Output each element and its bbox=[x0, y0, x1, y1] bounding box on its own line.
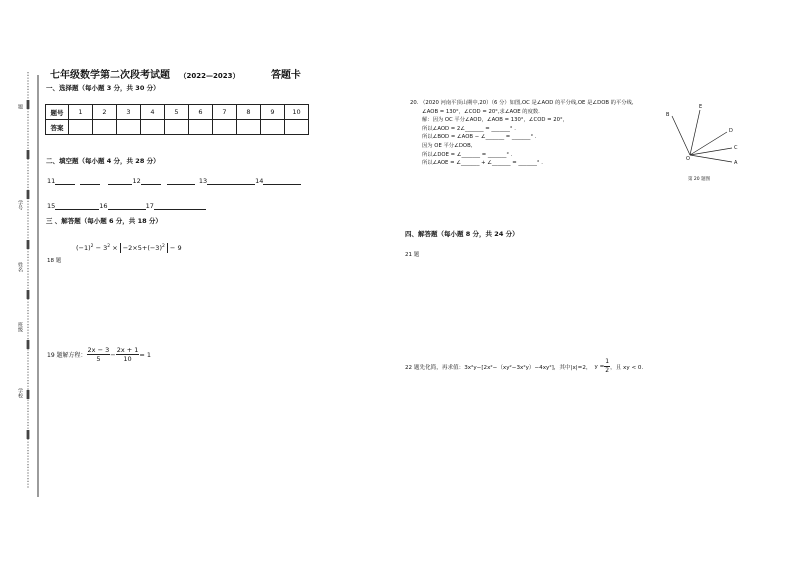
point-label-c: C bbox=[734, 145, 738, 151]
title-text: 七年级数学第二次段考试题 bbox=[50, 70, 170, 81]
answer-grid-num: 6 bbox=[189, 105, 213, 120]
blank-line[interactable] bbox=[167, 177, 195, 185]
title-card: 答题卡 bbox=[270, 70, 301, 81]
blank-line[interactable] bbox=[207, 177, 255, 185]
answer-cell[interactable] bbox=[165, 120, 189, 135]
section1-heading: 一、选择题（每小题 3 分，共 30 分） bbox=[46, 84, 160, 92]
answer-cell[interactable] bbox=[285, 120, 309, 135]
blank-line[interactable] bbox=[108, 177, 132, 185]
point-label-e: E bbox=[699, 104, 703, 110]
answer-grid-num: 1 bbox=[69, 105, 93, 120]
answer-cell[interactable] bbox=[93, 120, 117, 135]
q19-num1: 2x − 3 bbox=[87, 346, 110, 354]
section2-heading: 二、填空题（每小题 4 分，共 28 分） bbox=[46, 157, 160, 165]
binding-label-ti: 题 bbox=[17, 104, 23, 109]
section3-heading: 三 、解答题（每小题 6 分，共 18 分） bbox=[46, 217, 162, 225]
q19-fraction-2 bbox=[116, 346, 140, 363]
ray-oe bbox=[690, 110, 700, 155]
q19-label: 19 题解方程： bbox=[47, 352, 87, 359]
ray-ob bbox=[672, 116, 690, 155]
q22-y-eq: y = bbox=[594, 363, 605, 370]
point-label-d: D bbox=[729, 128, 733, 134]
q18-sup-d: 2 bbox=[161, 244, 165, 249]
section4-heading: 四、解答题（每小题 8 分，共 24 分） bbox=[405, 230, 519, 238]
answer-cell[interactable] bbox=[213, 120, 237, 135]
answer-cell[interactable] bbox=[117, 120, 141, 135]
q18-part-e: − 9 bbox=[167, 244, 182, 253]
blank-line[interactable] bbox=[141, 177, 161, 185]
blank-line[interactable] bbox=[55, 177, 75, 185]
blank-line[interactable] bbox=[108, 202, 146, 210]
ray-od bbox=[690, 132, 727, 155]
blank-line[interactable] bbox=[55, 202, 99, 210]
answer-grid-header-num: 题号 bbox=[46, 105, 69, 120]
q20-line: 解：因为 OC 平分∠AOD，∠AOB = 130°，∠COD = 20°， bbox=[422, 117, 568, 124]
q22-question bbox=[405, 358, 643, 375]
answer-grid-num: 4 bbox=[141, 105, 165, 120]
q20-block bbox=[410, 99, 634, 168]
blank-label: 16 bbox=[99, 202, 108, 210]
blank-label: 11 bbox=[47, 177, 56, 185]
blank-label: 14 bbox=[255, 177, 264, 185]
binding-label-student-id: 学号 bbox=[17, 200, 23, 210]
q22-text-a: 22 题先化简，再求值：3x²y−[2x²−（xy²−3x²y）−4xy²]，其中|x|=2， bbox=[405, 364, 592, 371]
answer-grid-num: 9 bbox=[261, 105, 285, 120]
blank-line[interactable] bbox=[263, 177, 301, 185]
q20-line: 所以∠AOD = 2∠_______ = _______° . bbox=[422, 125, 516, 132]
q18-part-d: −2×5+(−3) bbox=[122, 244, 162, 253]
q18-sup-a: 2 bbox=[90, 244, 94, 249]
answer-grid-num: 2 bbox=[93, 105, 117, 120]
q19-num2: 2x + 1 bbox=[116, 346, 139, 354]
q20-line: 所以∠DOE = ∠_______ = _______° . bbox=[422, 151, 513, 158]
q18-label: 18 题 bbox=[47, 258, 62, 264]
blank-label: 12 bbox=[132, 177, 141, 185]
blank-line[interactable] bbox=[80, 177, 100, 185]
q22-text-b: ，且 xy < 0. bbox=[610, 364, 644, 371]
answer-grid-header-ans: 答案 bbox=[46, 120, 69, 135]
fill-blank-row-1 bbox=[47, 177, 301, 185]
point-label-o: O bbox=[686, 156, 690, 162]
answer-cell[interactable] bbox=[261, 120, 285, 135]
answer-grid-answer-row bbox=[46, 120, 309, 135]
binding-label-class: 班级 bbox=[17, 322, 23, 332]
answer-grid-num: 7 bbox=[213, 105, 237, 120]
q18-sup-b: 2 bbox=[107, 244, 111, 249]
blank-label: 17 bbox=[145, 202, 154, 210]
q18-part-b: − 3 bbox=[93, 244, 108, 253]
q20-line: 因为 OE 平分∠DOB, bbox=[422, 142, 473, 149]
q20-line: 20. （2020 河南平顶山期中,20）（6 分）如图,OC 是∠AOD 的平分线,OE 是∠DOB 的平分线, bbox=[410, 100, 634, 106]
ray-oa bbox=[690, 155, 732, 162]
q18-part-c: × bbox=[110, 244, 120, 253]
q19-fraction-1 bbox=[87, 346, 111, 363]
answer-cell[interactable] bbox=[141, 120, 165, 135]
q19-minus: − bbox=[110, 350, 116, 359]
q18-bracket bbox=[120, 243, 168, 253]
page-title bbox=[50, 66, 301, 81]
q18-part-a: (−1) bbox=[76, 244, 91, 253]
answer-grid-num: 8 bbox=[237, 105, 261, 120]
q20-line: ∠AOB = 130°，∠COD = 20°,求∠AOE 的度数. bbox=[422, 108, 540, 115]
blank-label: 13 bbox=[198, 177, 208, 185]
binding-label-name: 姓名 bbox=[17, 262, 23, 272]
binding-label-school: 学校 bbox=[17, 388, 23, 398]
blank-label: 15 bbox=[47, 202, 56, 210]
fill-blank-row-2 bbox=[47, 202, 206, 210]
point-label-a: A bbox=[734, 160, 738, 166]
q19-den2: 10 bbox=[123, 355, 132, 363]
q20-line: 所以∠BOD = ∠AOB − ∠_______ = _______° . bbox=[422, 134, 537, 141]
answer-grid-num: 3 bbox=[117, 105, 141, 120]
q20-figure-caption: 第 20 题图 bbox=[688, 177, 711, 182]
point-label-b: B bbox=[666, 112, 670, 118]
q19-eq: = 1 bbox=[139, 350, 152, 359]
ray-oc bbox=[690, 148, 732, 155]
q22-num: 1 bbox=[605, 358, 610, 365]
answer-grid-num: 5 bbox=[165, 105, 189, 120]
answer-grid-num: 10 bbox=[285, 105, 309, 120]
blank-line[interactable] bbox=[154, 202, 206, 210]
answer-cell[interactable] bbox=[69, 120, 93, 135]
q19-den1: 5 bbox=[96, 355, 101, 363]
answer-cell[interactable] bbox=[237, 120, 261, 135]
answer-grid-number-row bbox=[46, 105, 309, 120]
answer-cell[interactable] bbox=[189, 120, 213, 135]
q21-label: 21 题 bbox=[405, 252, 420, 258]
q19-equation bbox=[47, 346, 151, 363]
q18-expression bbox=[76, 244, 182, 252]
title-year: （2022—2023） bbox=[179, 72, 240, 80]
q20-line: 所以∠AOE = ∠_______ + ∠_______ = _______° . bbox=[422, 160, 543, 167]
q22-den: 2 bbox=[605, 367, 610, 374]
answer-grid bbox=[45, 104, 309, 135]
